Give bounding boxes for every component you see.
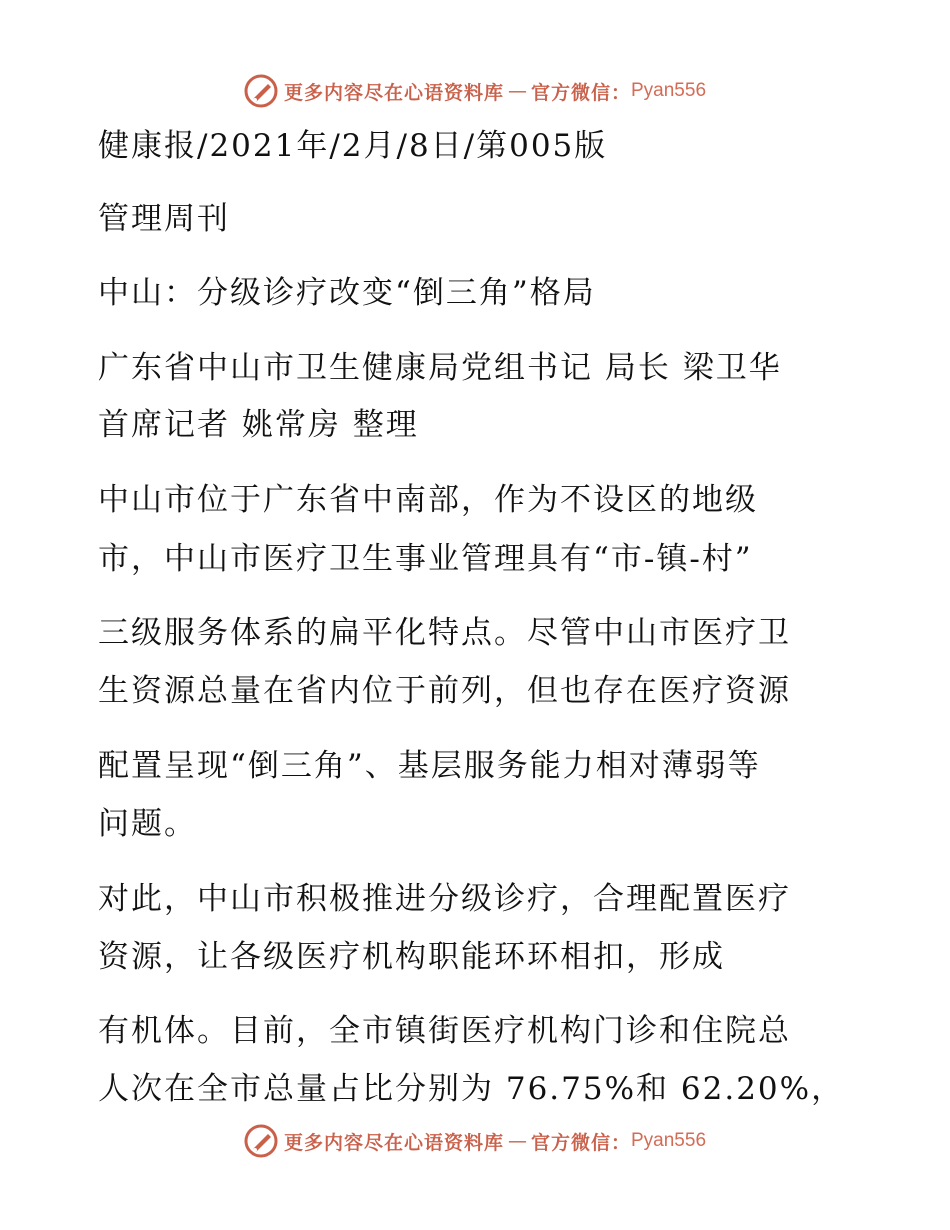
text-line: 中山市位于广东省中南部，作为不设区的地级 — [98, 482, 758, 518]
watermark-label: 官方微信： — [530, 1131, 631, 1154]
text-line: 配置呈现“倒三角”、基层服务能力相对薄弱等 — [98, 748, 761, 784]
pen-logo-icon — [244, 1124, 278, 1158]
pen-logo-icon — [244, 74, 278, 108]
text-line: 三级服务体系的扁平化特点。尽管中山市医疗卫 — [98, 615, 791, 651]
text-line: 首席记者 姚常房 整理 — [98, 407, 419, 443]
header-watermark — [0, 74, 950, 108]
text-line: 人次在全市总量占比分别为 76.75%和 62.20%， — [98, 1071, 845, 1107]
text-line: 广东省中山市卫生健康局党组书记 局长 梁卫华 — [98, 350, 782, 386]
text-line: 市，中山市医疗卫生事业管理具有“市-镇-村” — [98, 541, 753, 577]
text-line: 中山：分级诊疗改变“倒三角”格局 — [98, 275, 596, 311]
text-line: 问题。 — [98, 806, 197, 842]
watermark-id: Pyan556 — [631, 80, 707, 101]
watermark-separator: — — [507, 1130, 527, 1152]
text-line: 有机体。目前，全市镇街医疗机构门诊和住院总 — [98, 1013, 791, 1049]
text-line: 健康报/2021年/2月/8日/第005版 — [98, 128, 608, 164]
text-line: 资源，让各级医疗机构职能环环相扣，形成 — [98, 939, 725, 975]
footer-watermark — [0, 1124, 950, 1158]
watermark-label: 官方微信： — [530, 81, 631, 104]
text-line: 管理周刊 — [98, 201, 230, 237]
watermark-separator: — — [507, 80, 527, 102]
watermark-id: Pyan556 — [631, 1130, 707, 1151]
text-line: 生资源总量在省内位于前列，但也存在医疗资源 — [98, 673, 791, 709]
watermark-text: 更多内容尽在心语资料库 — [283, 81, 504, 104]
watermark-text: 更多内容尽在心语资料库 — [283, 1131, 504, 1154]
text-line: 对此，中山市积极推进分级诊疗，合理配置医疗 — [98, 881, 791, 917]
